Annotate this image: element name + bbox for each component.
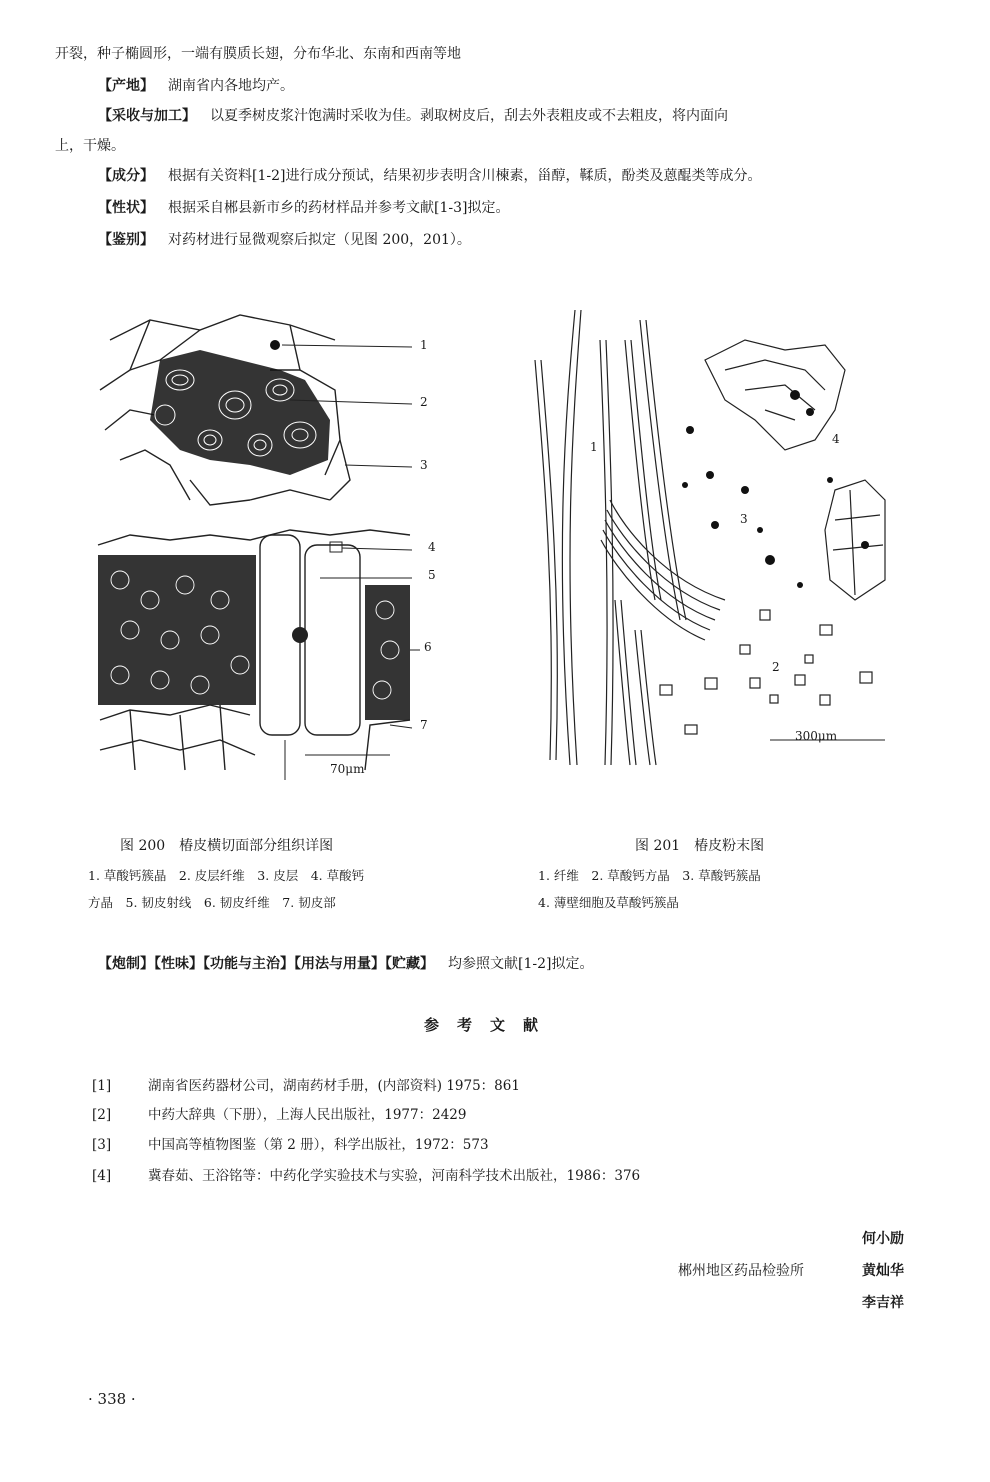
figure-201-drawing	[515, 300, 895, 770]
fig200-scale: 70μm	[330, 762, 365, 776]
reference-item: [1] 湖南省医药器材公司，湖南药材手册，(内部资料) 1975：861	[92, 1078, 520, 1094]
body-line-harvest-cont: 上，干燥。	[55, 138, 125, 154]
author-name-3: 李吉祥	[862, 1295, 904, 1311]
reference-item: [3] 中国高等植物图鉴（第 2 册），科学出版社，1972：573	[92, 1137, 489, 1153]
fig201-label-2: 2	[772, 660, 780, 674]
reference-item: [2] 中药大辞典（下册），上海人民出版社，1977：2429	[92, 1107, 467, 1123]
body-line-origin: 【产地】 湖南省内各地均产。	[98, 78, 294, 94]
body-line-character: 【性状】 根据采自郴县新市乡的药材样品并参考文献[1-3]拟定。	[98, 200, 510, 216]
fig200-label-4: 4	[428, 540, 436, 554]
fig200-label-5: 5	[428, 568, 436, 582]
body-line-1: 开裂，种子椭圆形，一端有膜质长翅，分布华北、东南和西南等地	[55, 46, 461, 62]
body-line-components: 【成分】 根据有关资料[1-2]进行成分预试，结果初步表明含川楝素，甾醇，鞣质，酚类及蒽醌类等成分。	[98, 168, 762, 184]
page-number: · 338 ·	[88, 1390, 136, 1408]
body-line-identification: 【鉴别】 对药材进行显微观察后拟定（见图 200，201）。	[98, 232, 471, 248]
fig201-label-3: 3	[740, 512, 748, 526]
fig201-scale: 300μm	[795, 729, 838, 743]
fig200-label-2: 2	[420, 395, 428, 409]
fig200-title: 图 200 椿皮横切面部分组织详图	[120, 838, 334, 854]
processing-line: 【炮制】【性味】【功能与主治】【用法与用量】【贮藏】 均参照文献[1-2]拟定。	[98, 956, 594, 972]
fig201-caption-line-1: 1. 纤维 2. 草酸钙方晶 3. 草酸钙簇晶	[538, 868, 761, 883]
fig200-label-7: 7	[420, 718, 428, 732]
fig201-title: 图 201 椿皮粉末图	[635, 838, 765, 854]
fig200-label-3: 3	[420, 458, 428, 472]
author-name-1: 何小励	[862, 1231, 904, 1247]
fig201-label-4: 4	[832, 432, 840, 446]
fig200-caption-line-2: 方晶 5. 韧皮射线 6. 韧皮纤维 7. 韧皮部	[88, 895, 336, 910]
fig201-caption-line-2: 4. 薄壁细胞及草酸钙簇晶	[538, 895, 679, 910]
fig200-label-1: 1	[420, 338, 428, 352]
body-line-harvest: 【采收与加工】 以夏季树皮浆汁饱满时采收为佳。剥取树皮后，刮去外表粗皮或不去粗皮，将内面向	[98, 108, 728, 124]
figure-200-drawing	[90, 300, 440, 780]
author-name-2: 黄灿华	[862, 1263, 904, 1279]
fig200-caption-line-1: 1. 草酸钙簇晶 2. 皮层纤维 3. 皮层 4. 草酸钙	[88, 868, 365, 883]
reference-item: [4] 冀春茹、王浴铭等：中药化学实验技术与实验，河南科学技术出版社，1986：376	[92, 1168, 641, 1184]
fig200-label-6: 6	[424, 640, 432, 654]
references-heading: 参考文献	[424, 1016, 557, 1034]
fig201-label-1: 1	[590, 440, 598, 454]
author-organization: 郴州地区药品检验所	[678, 1263, 804, 1279]
